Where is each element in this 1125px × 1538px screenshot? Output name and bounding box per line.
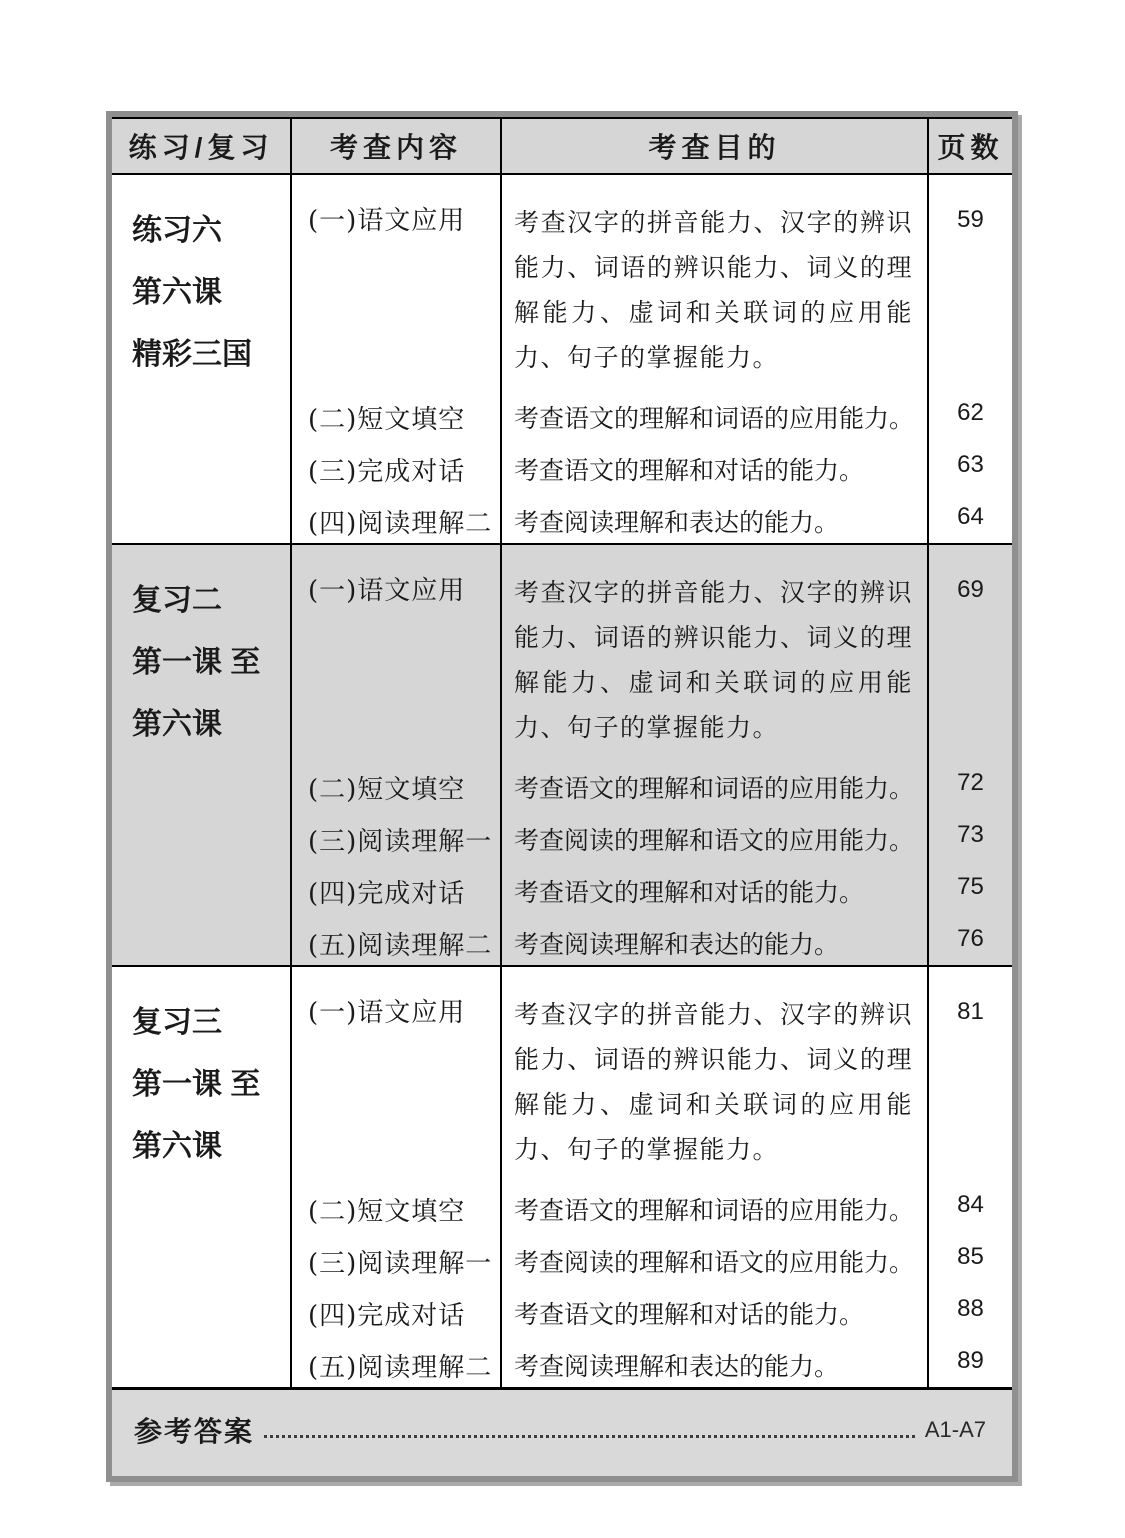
page-number: 85 [928,1232,1012,1284]
header-page-number: 页数 [928,118,1012,174]
group-title-line: 复习二 [132,584,222,617]
group-title-line: 复习三 [132,1006,222,1039]
purpose-cell: 考查阅读理解和表达的能力。 [501,492,928,544]
header-exercise-review: 练习/复习 [112,118,291,174]
content-cell: (四)完成对话 [291,1284,501,1336]
purpose-text: 考查汉字的拼音能力、汉字的辨识能力、词语的辨识能力、词义的理解能力、虚词和关联词的应用能力、句子的掌握能力。 [514,578,913,742]
group-title-line: 练习六 [132,214,222,247]
purpose-cell: 考查阅读理解和表达的能力。 [501,914,928,966]
page-number: 73 [928,810,1012,862]
group-title [112,544,291,966]
purpose-cell [501,544,928,758]
page-number: 84 [928,1180,1012,1232]
content-cell: (三)阅读理解一 [291,810,501,862]
content-cell: (一)语文应用 [291,174,501,388]
answer-key-entry [112,1390,1012,1477]
group-title [112,174,291,544]
toc-page-frame [106,111,1018,1482]
content-cell: (二)短文填空 [291,388,501,440]
group-title-line: 第六课 [132,276,222,309]
page-number: 88 [928,1284,1012,1336]
purpose-cell: 考查语文的理解和词语的应用能力。 [501,388,928,440]
content-cell: (五)阅读理解二 [291,1336,501,1388]
content-cell: (一)语文应用 [291,544,501,758]
purpose-cell: 考查阅读理解和表达的能力。 [501,1336,928,1388]
group-title-line: 第一课 至 [132,646,261,679]
purpose-cell: 考查语文的理解和对话的能力。 [501,862,928,914]
purpose-cell: 考查语文的理解和词语的应用能力。 [501,758,928,810]
page-number: 75 [928,862,1012,914]
table-row [112,174,1012,388]
purpose-text: 考查汉字的拼音能力、汉字的辨识能力、词语的辨识能力、词义的理解能力、虚词和关联词的应用能力、句子的掌握能力。 [514,208,913,372]
purpose-cell: 考查阅读的理解和语文的应用能力。 [501,1232,928,1284]
group-title-line: 第六课 [132,1130,222,1163]
toc-group-exercise-6 [112,174,1012,544]
content-cell: (二)短文填空 [291,758,501,810]
page-number: 62 [928,388,1012,440]
content-cell: (四)完成对话 [291,862,501,914]
table-row [112,966,1012,1180]
content-cell: (一)语文应用 [291,966,501,1180]
toc-group-review-3 [112,966,1012,1388]
content-cell: (二)短文填空 [291,1180,501,1232]
page-number: 64 [928,492,1012,544]
toc-table [112,117,1012,1390]
page-number: 59 [928,174,1012,388]
answer-key-label: 参考答案 [134,1415,255,1447]
group-title-line: 第一课 至 [132,1068,261,1101]
header-exam-purpose: 考查目的 [501,118,928,174]
content-cell: (五)阅读理解二 [291,914,501,966]
toc-table-header [112,118,1012,174]
header-exam-content: 考查内容 [291,118,501,174]
dotted-leader [264,1422,915,1438]
page-number: 89 [928,1336,1012,1388]
group-title-line: 精彩三国 [132,338,252,371]
purpose-cell [501,966,928,1180]
group-title-line: 第六课 [132,708,222,741]
purpose-cell: 考查语文的理解和对话的能力。 [501,1284,928,1336]
page-number: 63 [928,440,1012,492]
page-number: 69 [928,544,1012,758]
page-number: 76 [928,914,1012,966]
content-cell: (三)阅读理解一 [291,1232,501,1284]
table-row [112,544,1012,758]
group-title [112,966,291,1388]
purpose-cell: 考查语文的理解和对话的能力。 [501,440,928,492]
page-number: 72 [928,758,1012,810]
answer-key-pages: A1-A7 [924,1416,986,1442]
purpose-cell [501,174,928,388]
purpose-text: 考查汉字的拼音能力、汉字的辨识能力、词语的辨识能力、词义的理解能力、虚词和关联词的应用能力、句子的掌握能力。 [514,1000,913,1164]
page-number: 81 [928,966,1012,1180]
content-cell: (四)阅读理解二 [291,492,501,544]
purpose-cell: 考查语文的理解和词语的应用能力。 [501,1180,928,1232]
purpose-cell: 考查阅读的理解和语文的应用能力。 [501,810,928,862]
toc-group-review-2 [112,544,1012,966]
content-cell: (三)完成对话 [291,440,501,492]
